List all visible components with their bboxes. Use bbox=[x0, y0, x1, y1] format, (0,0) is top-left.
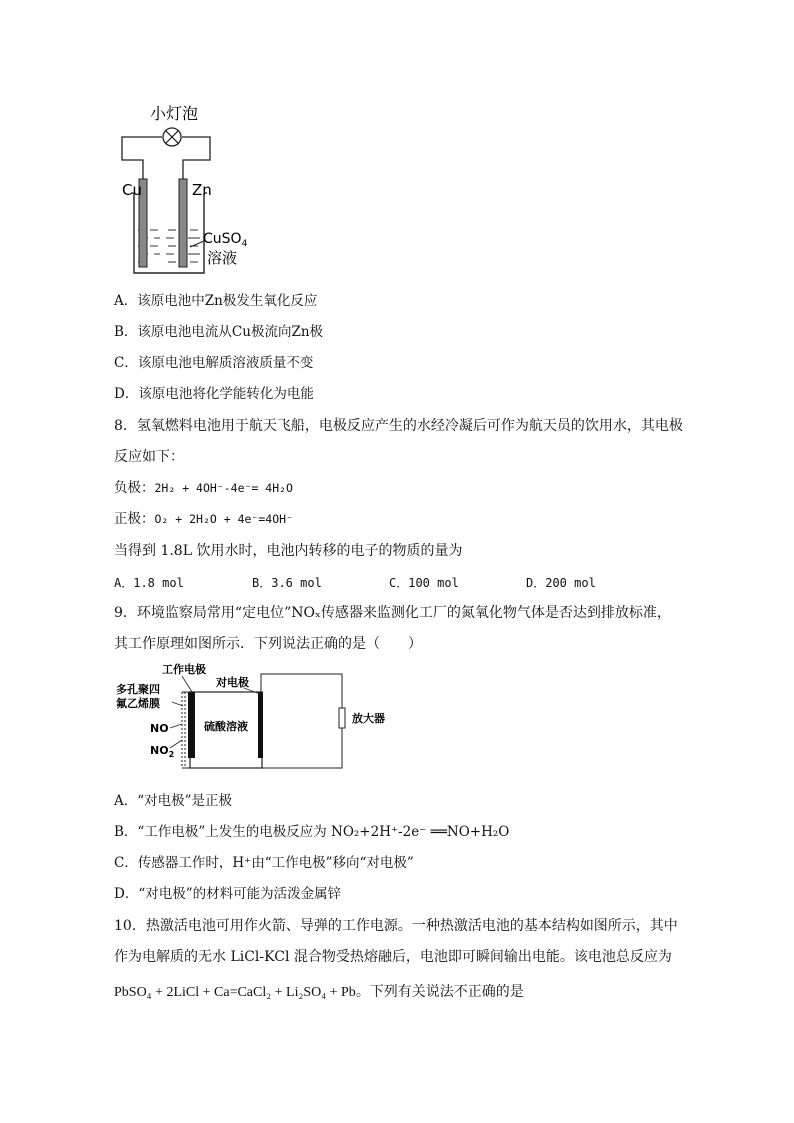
solution-formula-sub: 4 bbox=[241, 239, 248, 249]
q8-stem-line1: 8．氢氧燃料电池用于航天飞船，电极反应产生的水经冷凝后可作为航天员的饮用水，其电极 bbox=[114, 418, 683, 434]
zn-label: Zn bbox=[192, 181, 212, 199]
svg-text:NO2 bbox=[150, 744, 174, 759]
no2-sub: 2 bbox=[168, 750, 175, 759]
q8-option-d: D．200 mol bbox=[526, 576, 596, 590]
membrane-label-line1: 多孔聚四 bbox=[116, 683, 160, 696]
solution-word: 溶液 bbox=[207, 249, 238, 267]
galvanic-cell-figure bbox=[110, 95, 260, 280]
q8-neg-equation: 2H₂ + 4OH⁻-4e⁻= 4H₂O bbox=[154, 481, 293, 495]
acid-label: 硫酸溶液 bbox=[204, 720, 248, 733]
q10-tail: 。下列有关说法不正确的是 bbox=[355, 984, 524, 1000]
bulb-label: 小灯泡 bbox=[150, 104, 199, 123]
q7-option-b: B．该原电池电流从Cu极流向Zn极 bbox=[114, 324, 324, 340]
q7-option-a: A．该原电池中Zn极发生氧化反应 bbox=[114, 293, 318, 309]
work-electrode-label: 工作电极 bbox=[162, 663, 206, 676]
amplifier-label: 放大器 bbox=[352, 712, 385, 725]
q7-option-c: C．该原电池电解质溶液质量不变 bbox=[114, 355, 314, 371]
q9-stem-line2: 其工作原理如图所示．下列说法正确的是（ ） bbox=[114, 636, 422, 652]
q10-line2: 作为电解质的无水 LiCl-KCl 混合物受热熔融后，电池即可瞬间输出电能。该电池总反应为 bbox=[114, 949, 672, 965]
q10-equation: PbSO₄ + 2LiCl + Ca=CaCl₂ + Li₂SO₄ + Pb bbox=[114, 985, 356, 1000]
q8-option-a: A．1.8 mol bbox=[114, 576, 184, 590]
q9-option-d: D．“对电极”的材料可能为活泼金属锌 bbox=[114, 886, 342, 902]
no-label: NO bbox=[150, 722, 169, 735]
q9-option-c: C．传感器工作时，H⁺由“工作电极”移向“对电极” bbox=[114, 855, 414, 871]
counter-electrode-label: 对电极 bbox=[216, 676, 249, 689]
q8-pos-label: 正极： bbox=[114, 511, 155, 527]
q10-line1: 10．热激活电池可用作火箭、导弹的工作电源。一种热激活电池的基本结构如图所示，其中 bbox=[114, 918, 678, 934]
q8-stem-line2: 反应如下： bbox=[114, 449, 184, 465]
q7-option-d: D．该原电池将化学能转化为电能 bbox=[114, 386, 314, 402]
q9-option-b: B．“工作电极”上发生的电极反应为 NO₂+2H⁺-2e⁻ ══NO+H₂O bbox=[114, 824, 510, 840]
bulb-icon bbox=[163, 128, 181, 146]
q8-neg-label: 负极： bbox=[114, 480, 155, 496]
zn-electrode bbox=[179, 179, 187, 267]
work-electrode bbox=[188, 692, 195, 758]
membrane-label-line2: 氟乙烯膜 bbox=[116, 697, 160, 710]
q8-pos-equation: O₂ + 2H₂O + 4e⁻=4OH⁻ bbox=[154, 512, 293, 526]
solution-formula: CuSO bbox=[203, 231, 242, 247]
q8-option-b: B．3.6 mol bbox=[252, 576, 322, 590]
svg-text:CuSO4 bbox=[203, 231, 248, 249]
counter-electrode bbox=[258, 692, 263, 758]
q8-option-c: C．100 mol bbox=[389, 576, 459, 590]
q9-stem-line1: 9．环境监察局常用“定电位”NOₓ传感器来监测化工厂的氮氧化物气体是否达到排放标准， bbox=[114, 605, 671, 621]
no2-label: NO bbox=[150, 744, 169, 757]
q8-question: 当得到 1.8L 饮用水时，电池内转移的电子的物质的量为 bbox=[114, 543, 463, 559]
q9-option-a: A．“对电极”是正极 bbox=[114, 793, 233, 809]
cu-label: Cu bbox=[122, 181, 142, 199]
amplifier-box bbox=[339, 708, 345, 728]
nox-sensor-figure bbox=[112, 662, 412, 774]
